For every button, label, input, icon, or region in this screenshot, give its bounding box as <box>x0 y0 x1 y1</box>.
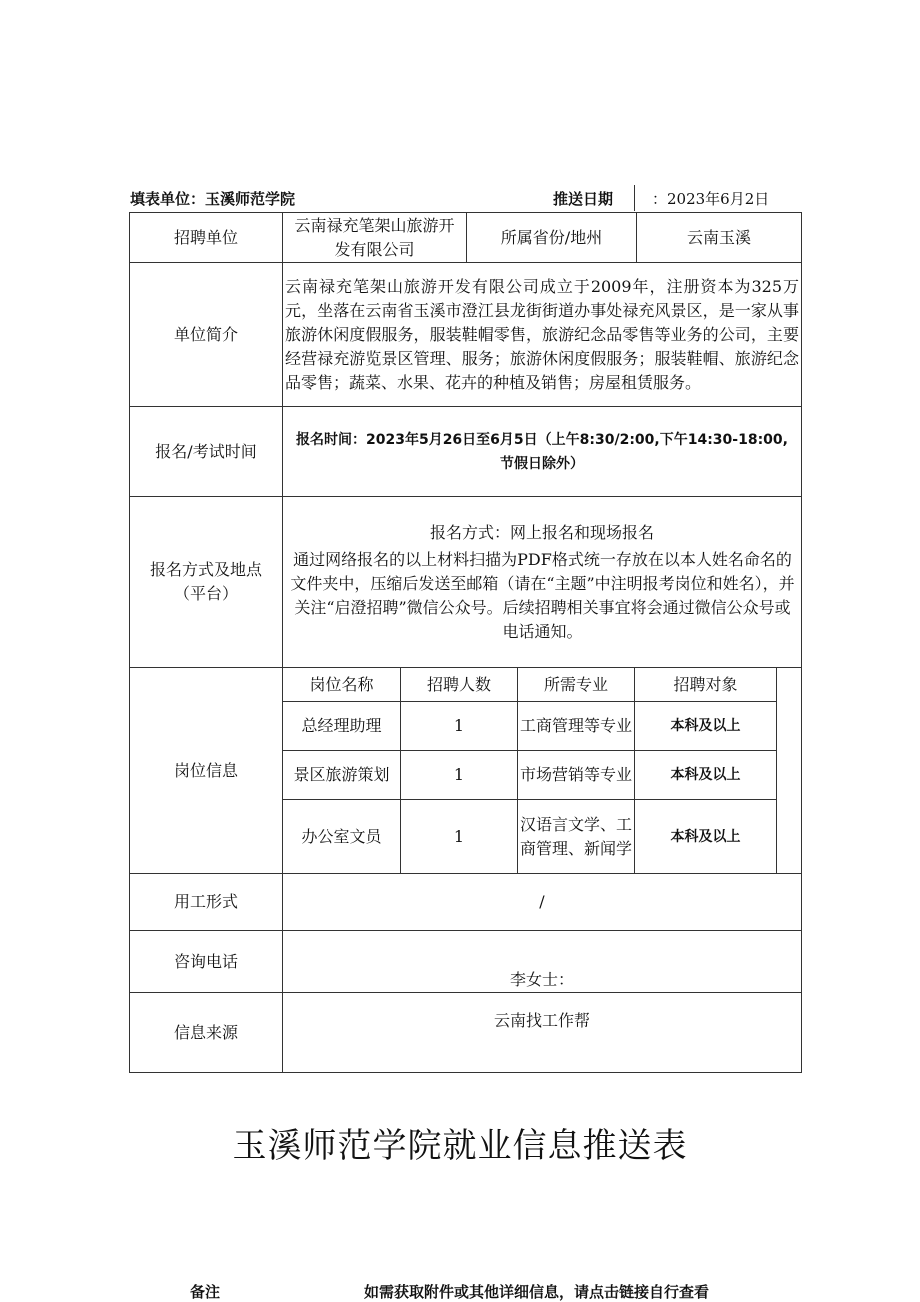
method-label-line1: 报名方式及地点 <box>149 560 262 579</box>
intro-text: 云南禄充笔架山旅游开发有限公司成立于2009年，注册资本为325万元，坐落在云南省玉溪市澄江县龙街街道办事处禄充风景区，是一家从事旅游休闲度假服务，服装鞋帽零售，旅游纪念品零售等业务的公司，主要经营禄充游览景区管理、服务；旅游休闲度假服务；服装鞋帽、旅游纪念品零售；蔬菜、水果、花卉的种植及销售；房屋租赁服务。 <box>285 276 799 392</box>
province-label: 所属省份/地州 <box>500 227 603 247</box>
position-count: 1 <box>453 765 465 784</box>
position-count: 1 <box>453 826 465 846</box>
time-label: 报名/考试时间 <box>155 441 257 461</box>
position-name: 景区旅游策划 <box>293 765 390 784</box>
phone-value: 李女士： <box>509 970 574 989</box>
position-major: 市场营销等专业 <box>520 765 633 784</box>
remark-link[interactable]: 如需获取附件或其他详细信息，请点击链接自行查看 <box>364 1283 710 1301</box>
phone-label: 咨询电话 <box>173 951 238 971</box>
positions-label: 岗位信息 <box>173 760 238 780</box>
method-text: 通过网络报名的以上材料扫描为PDF格式统一存放在以本人姓名命名的文件夹中，压缩后发送至邮箱（请在“主题”中注明报考岗位和姓名），并关注“启澄招聘”微信公众号。后续招聘相关事宜将会通过微信公众号或电话通知。 <box>290 550 795 641</box>
col-header-major: 所需专业 <box>543 674 608 694</box>
source-label: 信息来源 <box>173 1022 238 1042</box>
source-value: 云南找工作帮 <box>493 1011 590 1030</box>
position-name: 总经理助理 <box>301 716 382 735</box>
position-major: 工商管理等专业 <box>520 716 633 735</box>
method-line1: 报名方式：网上报名和现场报名 <box>429 523 654 542</box>
remark-label: 备注 <box>190 1283 221 1301</box>
fill-unit: 填表单位：玉溪师范学院 <box>130 190 296 208</box>
col-header-target: 招聘对象 <box>673 674 738 694</box>
position-name: 办公室文员 <box>301 826 382 846</box>
col-header-count: 招聘人数 <box>426 674 491 694</box>
push-date-label: 推送日期 <box>553 190 614 208</box>
position-target: 本科及以上 <box>670 718 741 734</box>
page-title: 玉溪师范学院就业信息推送表 <box>232 1126 688 1166</box>
position-target: 本科及以上 <box>670 828 741 845</box>
col-header-name: 岗位名称 <box>309 674 374 694</box>
method-label <box>130 497 282 667</box>
time-text: 报名时间：2023年5月26日至6月5日（上午8:30/2:00,下午14:30-18:00,节假日除外） <box>295 431 788 472</box>
province-value: 云南玉溪 <box>686 227 751 247</box>
header-divider <box>634 185 635 211</box>
employer-label: 招聘单位 <box>173 227 238 247</box>
employment-label: 用工形式 <box>173 892 238 911</box>
push-date-value: ：2023年6月2日 <box>652 190 770 208</box>
method-label-line2: （平台） <box>173 584 238 603</box>
position-target: 本科及以上 <box>670 767 741 783</box>
position-count: 1 <box>453 716 465 735</box>
intro-label: 单位简介 <box>173 324 238 344</box>
position-major: 汉语言文学、工商管理、新闻学 <box>520 814 633 858</box>
employer-value: 云南禄充笔架山旅游开发有限公司 <box>294 215 455 259</box>
employment-value: / <box>539 892 545 911</box>
